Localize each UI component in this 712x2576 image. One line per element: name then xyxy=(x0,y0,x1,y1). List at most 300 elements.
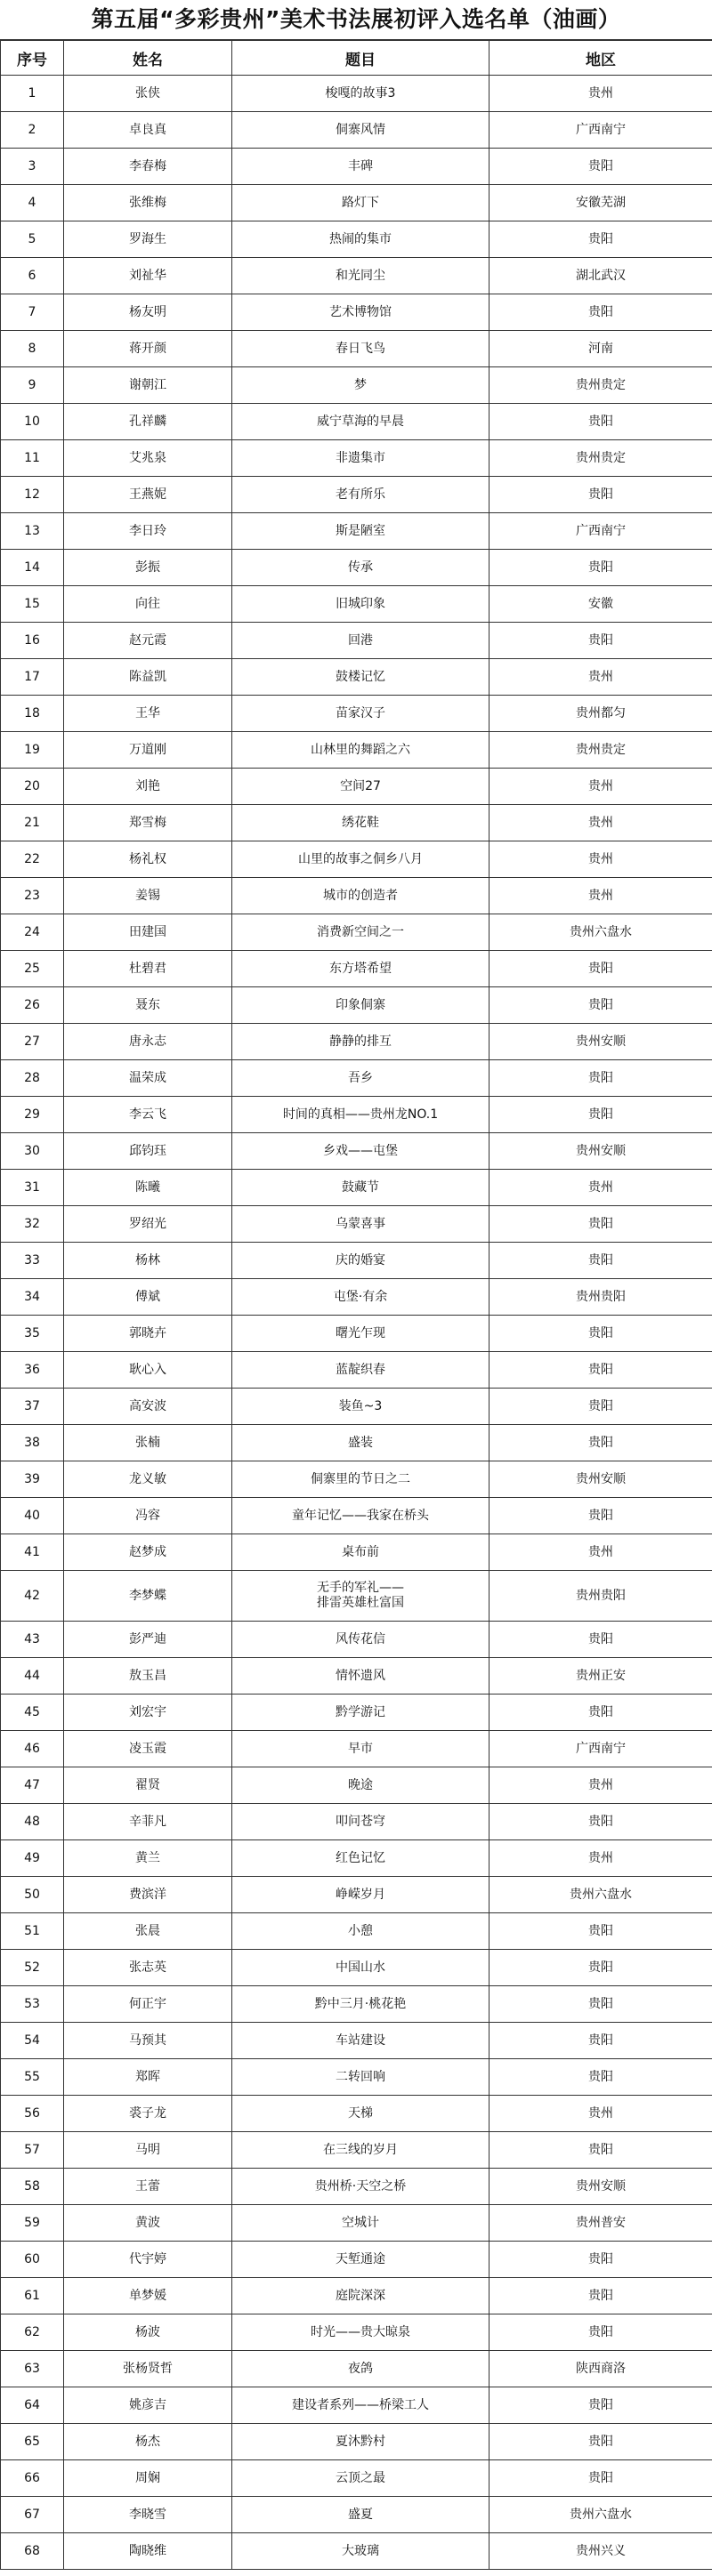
cell-number: 6 xyxy=(1,258,64,294)
table-row xyxy=(1,659,712,696)
cell-number: 58 xyxy=(1,2169,64,2205)
cell-number: 67 xyxy=(1,2497,64,2533)
cell-name: 李晓雪 xyxy=(64,2497,232,2533)
cell-title: 晚途 xyxy=(232,1767,490,1804)
cell-name: 卓良真 xyxy=(64,112,232,149)
table-row xyxy=(1,914,712,951)
cell-name: 杨礼权 xyxy=(64,841,232,878)
cell-region: 贵州 xyxy=(490,76,712,112)
cell-number: 13 xyxy=(1,513,64,550)
cell-name: 单梦媛 xyxy=(64,2278,232,2314)
table-row xyxy=(1,331,712,367)
cell-number: 47 xyxy=(1,1767,64,1804)
cell-number: 31 xyxy=(1,1170,64,1206)
cell-name: 万道刚 xyxy=(64,732,232,769)
header-number: 序号 xyxy=(1,41,64,76)
cell-name: 郭晓卉 xyxy=(64,1316,232,1352)
cell-region: 广西南宁 xyxy=(490,513,712,550)
table-row xyxy=(1,805,712,841)
cell-title: 中国山水 xyxy=(232,1950,490,1986)
cell-number: 45 xyxy=(1,1695,64,1731)
cell-title: 屯堡·有余 xyxy=(232,1279,490,1316)
cell-title: 黔学游记 xyxy=(232,1695,490,1731)
cell-title: 城市的创造者 xyxy=(232,878,490,914)
cell-name: 代宇婷 xyxy=(64,2242,232,2278)
cell-title: 空城计 xyxy=(232,2205,490,2242)
cell-number: 30 xyxy=(1,1133,64,1170)
cell-name: 彭振 xyxy=(64,550,232,586)
cell-region: 贵阳 xyxy=(490,1206,712,1243)
cell-title: 印象侗寨 xyxy=(232,987,490,1024)
cell-title: 无手的军礼—— 排雷英雄杜富国 xyxy=(232,1571,490,1622)
cell-title: 早市 xyxy=(232,1731,490,1767)
cell-region: 广西南宁 xyxy=(490,112,712,149)
cell-title: 苗家汉子 xyxy=(232,696,490,732)
cell-title: 云顶之最 xyxy=(232,2460,490,2497)
cell-title: 庭院深深 xyxy=(232,2278,490,2314)
cell-number: 60 xyxy=(1,2242,64,2278)
table-row xyxy=(1,1316,712,1352)
cell-title: 山里的故事之侗乡八月 xyxy=(232,841,490,878)
cell-title: 鼓楼记忆 xyxy=(232,659,490,696)
cell-title: 吾乡 xyxy=(232,1060,490,1097)
cell-number: 57 xyxy=(1,2132,64,2169)
cell-title: 乌蒙喜事 xyxy=(232,1206,490,1243)
table-row xyxy=(1,1243,712,1279)
table-row xyxy=(1,1206,712,1243)
cell-title: 梭嘎的故事3 xyxy=(232,76,490,112)
cell-title: 叩问苍穹 xyxy=(232,1804,490,1840)
cell-region: 贵阳 xyxy=(490,1986,712,2023)
cell-title: 天堑通途 xyxy=(232,2242,490,2278)
table-row xyxy=(1,367,712,404)
cell-number: 52 xyxy=(1,1950,64,1986)
cell-region: 贵州安顺 xyxy=(490,2169,712,2205)
table-row xyxy=(1,1731,712,1767)
table-row xyxy=(1,2497,712,2533)
cell-number: 59 xyxy=(1,2205,64,2242)
cell-title: 庆的婚宴 xyxy=(232,1243,490,1279)
cell-title: 艺术博物馆 xyxy=(232,294,490,331)
cell-number: 44 xyxy=(1,1658,64,1695)
document-title: 第五届“多彩贵州”美术书法展初评入选名单（油画） xyxy=(0,0,712,40)
table-row xyxy=(1,1877,712,1913)
table-row xyxy=(1,1170,712,1206)
cell-title: 侗寨风情 xyxy=(232,112,490,149)
cell-name: 黄兰 xyxy=(64,1840,232,1877)
cell-title: 梦 xyxy=(232,367,490,404)
cell-title: 情怀遗风 xyxy=(232,1658,490,1695)
cell-name: 聂东 xyxy=(64,987,232,1024)
cell-name: 郑雪梅 xyxy=(64,805,232,841)
table-row xyxy=(1,987,712,1024)
cell-number: 51 xyxy=(1,1913,64,1950)
table-row xyxy=(1,2132,712,2169)
cell-name: 傅斌 xyxy=(64,1279,232,1316)
cell-title: 风传花信 xyxy=(232,1622,490,1658)
cell-name: 凌玉霞 xyxy=(64,1731,232,1767)
cell-region: 贵阳 xyxy=(490,149,712,185)
cell-number: 17 xyxy=(1,659,64,696)
table-row xyxy=(1,1695,712,1731)
cell-number: 20 xyxy=(1,769,64,805)
table-row xyxy=(1,2278,712,2314)
cell-name: 刘宏宇 xyxy=(64,1695,232,1731)
cell-title: 夏沐黔村 xyxy=(232,2424,490,2460)
cell-name: 敖玉昌 xyxy=(64,1658,232,1695)
cell-title: 时间的真相——贵州龙NO.1 xyxy=(232,1097,490,1133)
cell-region: 贵州六盘水 xyxy=(490,2497,712,2533)
table-row xyxy=(1,1571,712,1622)
cell-region: 贵阳 xyxy=(490,1389,712,1425)
cell-title: 贵州桥·天空之桥 xyxy=(232,2169,490,2205)
cell-number: 64 xyxy=(1,2387,64,2424)
cell-name: 王燕妮 xyxy=(64,477,232,513)
cell-name: 黄波 xyxy=(64,2205,232,2242)
cell-number: 48 xyxy=(1,1804,64,1840)
cell-number: 19 xyxy=(1,732,64,769)
cell-title: 大玻璃 xyxy=(232,2533,490,2570)
cell-name: 杨友明 xyxy=(64,294,232,331)
cell-name: 耿心入 xyxy=(64,1352,232,1389)
table-row xyxy=(1,76,712,112)
cell-number: 25 xyxy=(1,951,64,987)
cell-region: 贵州 xyxy=(490,1767,712,1804)
cell-region: 贵州安顺 xyxy=(490,1461,712,1498)
header-title: 题目 xyxy=(232,41,490,76)
table-row xyxy=(1,2387,712,2424)
cell-region: 贵州 xyxy=(490,769,712,805)
cell-region: 贵阳 xyxy=(490,2242,712,2278)
cell-region: 贵州 xyxy=(490,805,712,841)
cell-name: 姚彦吉 xyxy=(64,2387,232,2424)
cell-name: 裘子龙 xyxy=(64,2096,232,2132)
table-row xyxy=(1,221,712,258)
table-row xyxy=(1,1840,712,1877)
cell-title: 鼓藏节 xyxy=(232,1170,490,1206)
table-row xyxy=(1,1024,712,1060)
cell-number: 42 xyxy=(1,1571,64,1622)
table-row xyxy=(1,1534,712,1571)
cell-region: 贵州贵定 xyxy=(490,732,712,769)
cell-name: 赵元霞 xyxy=(64,623,232,659)
table-row xyxy=(1,112,712,149)
cell-region: 贵州六盘水 xyxy=(490,914,712,951)
cell-number: 16 xyxy=(1,623,64,659)
cell-number: 66 xyxy=(1,2460,64,2497)
cell-number: 54 xyxy=(1,2023,64,2059)
cell-region: 贵阳 xyxy=(490,2387,712,2424)
cell-title: 乡戏——屯堡 xyxy=(232,1133,490,1170)
cell-title: 蓝靛织春 xyxy=(232,1352,490,1389)
cell-title: 装鱼~3 xyxy=(232,1389,490,1425)
table-row xyxy=(1,1950,712,1986)
table-row xyxy=(1,841,712,878)
table-row xyxy=(1,2351,712,2387)
table-row xyxy=(1,1622,712,1658)
table-row xyxy=(1,1097,712,1133)
cell-region: 安徽芜湖 xyxy=(490,185,712,221)
table-row xyxy=(1,1986,712,2023)
cell-title: 小憩 xyxy=(232,1913,490,1950)
cell-title: 童年记忆——我家在桥头 xyxy=(232,1498,490,1534)
cell-name: 邱钧珏 xyxy=(64,1133,232,1170)
cell-number: 8 xyxy=(1,331,64,367)
cell-title: 天梯 xyxy=(232,2096,490,2132)
cell-number: 26 xyxy=(1,987,64,1024)
cell-number: 50 xyxy=(1,1877,64,1913)
cell-region: 贵州 xyxy=(490,659,712,696)
table-row xyxy=(1,513,712,550)
cell-region: 贵阳 xyxy=(490,404,712,440)
header-region: 地区 xyxy=(490,41,712,76)
table-row xyxy=(1,769,712,805)
table-row xyxy=(1,2242,712,2278)
cell-number: 37 xyxy=(1,1389,64,1425)
cell-number: 18 xyxy=(1,696,64,732)
cell-region: 贵阳 xyxy=(490,1695,712,1731)
cell-title: 春日飞鸟 xyxy=(232,331,490,367)
table-header-row xyxy=(1,41,712,76)
cell-title: 消费新空间之一 xyxy=(232,914,490,951)
cell-name: 彭严迪 xyxy=(64,1622,232,1658)
table-row xyxy=(1,185,712,221)
table-row xyxy=(1,1389,712,1425)
cell-region: 贵州贵阳 xyxy=(490,1279,712,1316)
cell-region: 贵州 xyxy=(490,1170,712,1206)
cell-name: 罗绍光 xyxy=(64,1206,232,1243)
cell-number: 40 xyxy=(1,1498,64,1534)
cell-title: 时光——贵大晾泉 xyxy=(232,2314,490,2351)
table-row xyxy=(1,2424,712,2460)
cell-region: 贵阳 xyxy=(490,2132,712,2169)
table-row xyxy=(1,2059,712,2096)
cell-title: 东方塔希望 xyxy=(232,951,490,987)
cell-number: 12 xyxy=(1,477,64,513)
cell-title: 在三线的岁月 xyxy=(232,2132,490,2169)
table-row xyxy=(1,2023,712,2059)
table-row xyxy=(1,1498,712,1534)
cell-number: 4 xyxy=(1,185,64,221)
table-row xyxy=(1,1060,712,1097)
cell-title: 车站建设 xyxy=(232,2023,490,2059)
table-row xyxy=(1,1352,712,1389)
table-row xyxy=(1,878,712,914)
cell-region: 贵州 xyxy=(490,1534,712,1571)
cell-name: 刘祉华 xyxy=(64,258,232,294)
cell-title: 曙光乍现 xyxy=(232,1316,490,1352)
cell-number: 63 xyxy=(1,2351,64,2387)
cell-number: 2 xyxy=(1,112,64,149)
cell-name: 姜锡 xyxy=(64,878,232,914)
table-row xyxy=(1,696,712,732)
cell-region: 贵阳 xyxy=(490,951,712,987)
cell-region: 贵阳 xyxy=(490,1498,712,1534)
cell-number: 43 xyxy=(1,1622,64,1658)
table-row xyxy=(1,2314,712,2351)
cell-number: 35 xyxy=(1,1316,64,1352)
cell-name: 田建国 xyxy=(64,914,232,951)
cell-title: 老有所乐 xyxy=(232,477,490,513)
table-row xyxy=(1,2460,712,2497)
cell-name: 翟贤 xyxy=(64,1767,232,1804)
table-row xyxy=(1,149,712,185)
cell-name: 杨林 xyxy=(64,1243,232,1279)
table-row xyxy=(1,2205,712,2242)
cell-region: 贵州兴义 xyxy=(490,2533,712,2570)
cell-name: 陈益凯 xyxy=(64,659,232,696)
table-row xyxy=(1,404,712,440)
cell-name: 李日玲 xyxy=(64,513,232,550)
cell-number: 36 xyxy=(1,1352,64,1389)
cell-region: 贵阳 xyxy=(490,2460,712,2497)
cell-number: 28 xyxy=(1,1060,64,1097)
cell-name: 杨杰 xyxy=(64,2424,232,2460)
cell-title: 红色记忆 xyxy=(232,1840,490,1877)
cell-region: 贵州 xyxy=(490,878,712,914)
cell-name: 郑晖 xyxy=(64,2059,232,2096)
selection-table xyxy=(0,40,712,2570)
cell-title: 路灯下 xyxy=(232,185,490,221)
table-row xyxy=(1,1804,712,1840)
cell-name: 王蕾 xyxy=(64,2169,232,2205)
cell-number: 7 xyxy=(1,294,64,331)
cell-name: 辛菲凡 xyxy=(64,1804,232,1840)
cell-region: 贵阳 xyxy=(490,477,712,513)
cell-region: 贵州 xyxy=(490,1840,712,1877)
cell-title: 盛夏 xyxy=(232,2497,490,2533)
cell-number: 29 xyxy=(1,1097,64,1133)
cell-name: 周娴 xyxy=(64,2460,232,2497)
cell-region: 贵州贵定 xyxy=(490,367,712,404)
cell-name: 李梦蝶 xyxy=(64,1571,232,1622)
cell-number: 15 xyxy=(1,586,64,623)
header-name: 姓名 xyxy=(64,41,232,76)
cell-region: 贵州 xyxy=(490,2096,712,2132)
cell-number: 27 xyxy=(1,1024,64,1060)
cell-region: 贵阳 xyxy=(490,294,712,331)
cell-name: 蒋开颜 xyxy=(64,331,232,367)
cell-number: 22 xyxy=(1,841,64,878)
cell-number: 34 xyxy=(1,1279,64,1316)
cell-name: 谢朝江 xyxy=(64,367,232,404)
table-row xyxy=(1,2533,712,2570)
cell-name: 唐永志 xyxy=(64,1024,232,1060)
cell-region: 贵阳 xyxy=(490,2059,712,2096)
cell-number: 65 xyxy=(1,2424,64,2460)
cell-region: 河南 xyxy=(490,331,712,367)
cell-number: 14 xyxy=(1,550,64,586)
cell-number: 53 xyxy=(1,1986,64,2023)
cell-title: 山林里的舞蹈之六 xyxy=(232,732,490,769)
cell-title: 回港 xyxy=(232,623,490,659)
cell-name: 艾兆泉 xyxy=(64,440,232,477)
table-row xyxy=(1,440,712,477)
cell-region: 贵阳 xyxy=(490,1352,712,1389)
cell-name: 马预其 xyxy=(64,2023,232,2059)
cell-name: 陈曦 xyxy=(64,1170,232,1206)
cell-number: 39 xyxy=(1,1461,64,1498)
cell-region: 贵阳 xyxy=(490,1097,712,1133)
table-row xyxy=(1,2169,712,2205)
cell-name: 李春梅 xyxy=(64,149,232,185)
cell-number: 62 xyxy=(1,2314,64,2351)
table-row xyxy=(1,258,712,294)
cell-number: 49 xyxy=(1,1840,64,1877)
cell-title: 斯是陋室 xyxy=(232,513,490,550)
cell-region: 贵阳 xyxy=(490,1060,712,1097)
table-row xyxy=(1,550,712,586)
cell-number: 24 xyxy=(1,914,64,951)
table-row xyxy=(1,1425,712,1461)
cell-title: 绣花鞋 xyxy=(232,805,490,841)
cell-region: 陕西商洛 xyxy=(490,2351,712,2387)
table-row xyxy=(1,1913,712,1950)
table-row xyxy=(1,623,712,659)
cell-name: 冯容 xyxy=(64,1498,232,1534)
table-row xyxy=(1,586,712,623)
cell-name: 张楠 xyxy=(64,1425,232,1461)
cell-number: 56 xyxy=(1,2096,64,2132)
cell-number: 55 xyxy=(1,2059,64,2096)
cell-name: 杨波 xyxy=(64,2314,232,2351)
cell-title: 和光同尘 xyxy=(232,258,490,294)
cell-region: 贵阳 xyxy=(490,1950,712,1986)
cell-title: 传承 xyxy=(232,550,490,586)
cell-title: 旧城印象 xyxy=(232,586,490,623)
table-row xyxy=(1,1767,712,1804)
cell-name: 费滨洋 xyxy=(64,1877,232,1913)
cell-region: 湖北武汉 xyxy=(490,258,712,294)
cell-name: 温荣成 xyxy=(64,1060,232,1097)
cell-number: 33 xyxy=(1,1243,64,1279)
cell-title: 峥嵘岁月 xyxy=(232,1877,490,1913)
cell-number: 10 xyxy=(1,404,64,440)
cell-region: 贵阳 xyxy=(490,2424,712,2460)
cell-region: 贵阳 xyxy=(490,1622,712,1658)
cell-region: 贵阳 xyxy=(490,2314,712,2351)
table-row xyxy=(1,732,712,769)
cell-number: 1 xyxy=(1,76,64,112)
cell-region: 贵州贵阳 xyxy=(490,1571,712,1622)
cell-number: 32 xyxy=(1,1206,64,1243)
cell-region: 贵州安顺 xyxy=(490,1133,712,1170)
cell-region: 贵阳 xyxy=(490,987,712,1024)
table-row xyxy=(1,1279,712,1316)
cell-title: 热闹的集市 xyxy=(232,221,490,258)
table-row xyxy=(1,951,712,987)
table-row xyxy=(1,1461,712,1498)
cell-number: 61 xyxy=(1,2278,64,2314)
cell-name: 赵梦成 xyxy=(64,1534,232,1571)
cell-title: 非遗集市 xyxy=(232,440,490,477)
cell-title: 静静的排互 xyxy=(232,1024,490,1060)
cell-name: 王华 xyxy=(64,696,232,732)
cell-region: 贵阳 xyxy=(490,2278,712,2314)
cell-region: 贵阳 xyxy=(490,1316,712,1352)
cell-region: 贵阳 xyxy=(490,1913,712,1950)
cell-name: 向往 xyxy=(64,586,232,623)
cell-title: 建设者系列——桥梁工人 xyxy=(232,2387,490,2424)
cell-region: 贵阳 xyxy=(490,1425,712,1461)
table-row xyxy=(1,1133,712,1170)
cell-title: 空间27 xyxy=(232,769,490,805)
cell-number: 38 xyxy=(1,1425,64,1461)
cell-region: 贵州都匀 xyxy=(490,696,712,732)
cell-title: 侗寨里的节日之二 xyxy=(232,1461,490,1498)
cell-title: 桌布前 xyxy=(232,1534,490,1571)
cell-title: 威宁草海的早晨 xyxy=(232,404,490,440)
